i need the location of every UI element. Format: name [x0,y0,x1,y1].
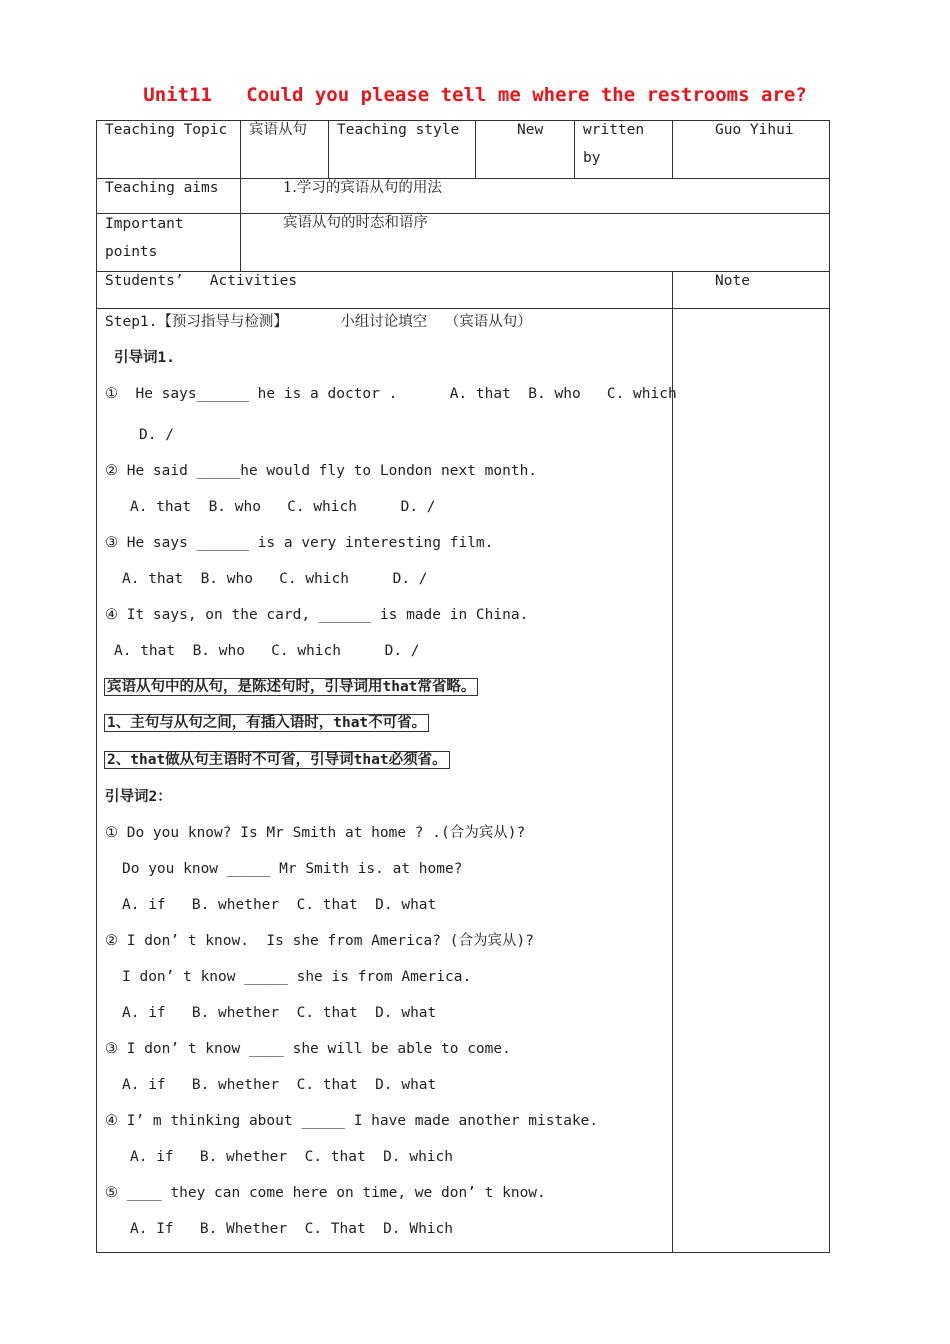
table-col-divider [240,120,241,271]
exercise-1-options: A. if B. whether C. that D. what [122,897,437,913]
table-border-right [829,120,830,1253]
question-2: ② He said _____he would fly to London next month. [105,463,538,479]
written-by-label-1: written [583,122,645,138]
important-points-label-1: Important [105,216,184,232]
rule-text-1: 1、主句与从句之间，有插入语时，that不可省。 [104,714,429,732]
exercise-4-options: A. if B. whether C. that D. which [130,1149,454,1165]
table-col-divider [328,120,329,178]
table-border-bottom [96,1252,830,1253]
page-title: Unit11 Could you please tell me where the restrooms are? [143,84,807,106]
rule-box-0 [104,677,478,697]
table-border-left [96,120,97,1253]
exercise-1-sentence: Do you know _____ Mr Smith is. at home? [122,861,463,877]
question-3: ③ He says ______ is a very interesting film. [105,535,494,551]
note-label: Note [715,273,750,289]
table-col-divider [672,271,673,1253]
table-row-divider [96,213,830,214]
guide-word-2-heading: 引导词2： [105,789,172,805]
students-activities-label: Students’ Activities [105,273,298,289]
teaching-aims-label: Teaching aims [105,180,219,196]
question-4-options: A. that B. who C. which D. / [114,643,420,659]
rule-box-2 [104,750,450,770]
rule-box-1 [104,713,429,733]
important-points-label-2: points [105,244,158,260]
exercise-2: ② I don’ t know. Is she from America? (合为宾从)? [105,933,534,949]
question-3-options: A. that B. who C. which D. / [122,571,428,587]
question-1: ① He says______ he is a doctor . A. that B. who C. which [105,386,677,402]
teaching-topic-label: Teaching Topic [105,122,228,138]
author-name: Guo Yihui [715,122,794,138]
written-by-label-2: by [583,150,601,166]
table-col-divider [672,120,673,178]
important-points-value: 宾语从句的时态和语序 [283,215,428,231]
question-2-options: A. that B. who C. which D. / [130,499,436,515]
exercise-3-options: A. if B. whether C. that D. what [122,1077,437,1093]
exercise-2-sentence: I don’ t know _____ she is from America. [122,969,472,985]
exercise-2-options: A. if B. whether C. that D. what [122,1005,437,1021]
rule-text-0: 宾语从句中的从句，是陈述句时，引导词用that常省略。 [104,678,478,696]
rule-text-2: 2、that做从句主语时不可省，引导词that必须省。 [104,751,450,769]
guide-word-1-heading: 引导词1. [114,350,175,366]
step1-heading: Step1.【预习指导与检测】 小组讨论填空 （宾语从句） [105,314,532,330]
exercise-1: ① Do you know? Is Mr Smith at home ? .(合为宾从)? [105,825,526,841]
exercise-4: ④ I’ m thinking about _____ I have made another mistake. [105,1113,599,1129]
question-1-option-d: D. / [139,427,174,443]
exercise-5-options: A. If B. Whether C. That D. Which [130,1221,454,1237]
teaching-aims-value: 1.学习的宾语从句的用法 [283,180,442,196]
teaching-style-value: New [517,122,544,138]
table-col-divider [574,120,575,178]
table-col-divider [475,120,476,178]
teaching-topic-value: 宾语从句 [249,122,307,138]
table-row-divider [96,308,830,309]
question-4: ④ It says, on the card, ______ is made in China. [105,607,529,623]
exercise-5: ⑤ ____ they can come here on time, we don’ t know. [105,1185,546,1201]
exercise-3: ③ I don’ t know ____ she will be able to come. [105,1041,511,1057]
teaching-style-label: Teaching style [337,122,460,138]
